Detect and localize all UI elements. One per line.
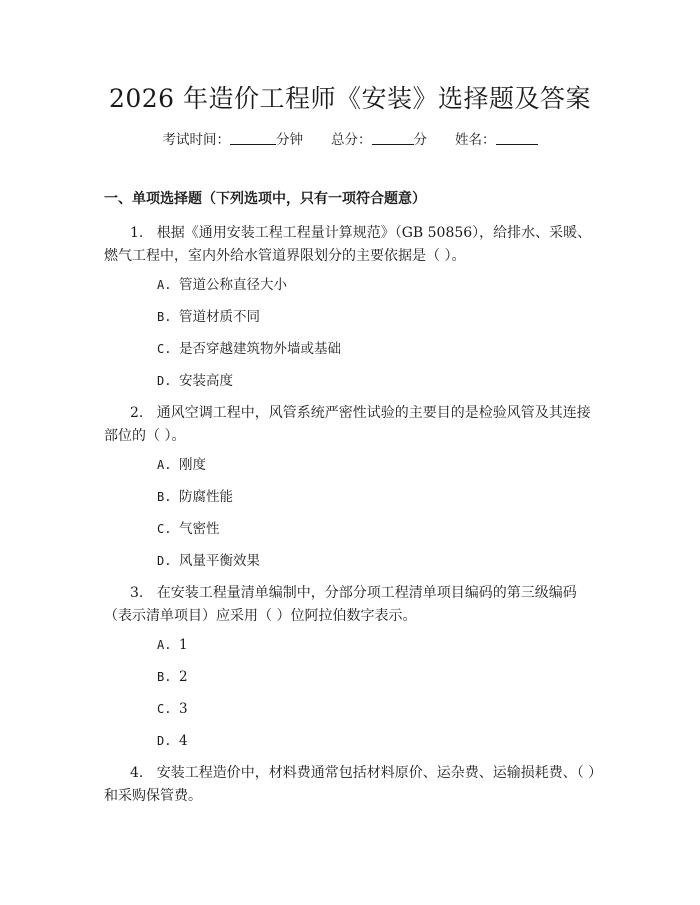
option-3b bbox=[157, 667, 188, 687]
option-text: 管道材质不同 bbox=[179, 309, 260, 325]
question-number: 1. bbox=[130, 225, 144, 241]
option-letter: D. bbox=[157, 554, 172, 568]
option-text: 安装高度 bbox=[179, 373, 233, 389]
exam-meta-line bbox=[0, 130, 700, 150]
option-3a bbox=[157, 635, 188, 655]
option-letter: B. bbox=[157, 490, 172, 504]
question-number: 3. bbox=[130, 585, 144, 601]
total-score-blank bbox=[372, 130, 414, 145]
exam-time-field bbox=[163, 130, 304, 150]
question-4 bbox=[104, 762, 604, 808]
option-text: 气密性 bbox=[179, 521, 220, 537]
question-text: 在安装工程量清单编制中，分部分项工程清单项目编码的第三级编码（表示清单项目）应采用（ ）位阿拉伯数字表示。 bbox=[104, 585, 577, 624]
option-2c bbox=[157, 519, 220, 539]
name-blank bbox=[496, 130, 538, 145]
total-score-field bbox=[331, 130, 427, 150]
option-text: 1 bbox=[179, 637, 188, 653]
option-letter: B. bbox=[157, 670, 172, 684]
option-letter: A. bbox=[157, 278, 172, 292]
question-2 bbox=[104, 402, 604, 448]
option-letter: C. bbox=[157, 342, 172, 356]
total-score-label: 总分： bbox=[331, 132, 372, 148]
question-text: 安装工程造价中，材料费通常包括材料原价、运杂费、运输损耗费、（ ）和采购保管费。 bbox=[104, 765, 603, 804]
exam-time-label: 考试时间： bbox=[162, 132, 230, 148]
option-1d bbox=[157, 371, 233, 391]
total-score-unit: 分 bbox=[413, 132, 427, 148]
name-field bbox=[455, 130, 538, 150]
name-label: 姓名： bbox=[455, 132, 496, 148]
question-1 bbox=[104, 222, 604, 268]
option-1a bbox=[157, 275, 287, 295]
option-letter: D. bbox=[157, 734, 172, 748]
option-2a bbox=[157, 455, 206, 475]
section-heading: 一、单项选择题（下列选项中，只有一项符合题意） bbox=[104, 191, 426, 207]
question-3 bbox=[104, 582, 604, 628]
document-title: 2026 年造价工程师《安装》选择题及答案 bbox=[108, 84, 592, 113]
option-text: 是否穿越建筑物外墙或基础 bbox=[179, 341, 341, 357]
option-2d bbox=[157, 551, 260, 571]
option-letter: A. bbox=[157, 638, 172, 652]
option-text: 风量平衡效果 bbox=[179, 553, 260, 569]
option-2b bbox=[157, 487, 233, 507]
option-letter: C. bbox=[157, 702, 172, 716]
question-text: 根据《通用安装工程工程量计算规范》（GB 50856），给排水、采暖、燃气工程中，室内外给水管道界限划分的主要依据是（ ）。 bbox=[104, 225, 592, 264]
question-number: 2. bbox=[130, 405, 144, 421]
option-3c bbox=[157, 699, 188, 719]
option-1c bbox=[157, 339, 341, 359]
option-letter: D. bbox=[157, 374, 172, 388]
option-1b bbox=[157, 307, 260, 327]
option-text: 2 bbox=[179, 669, 188, 685]
exam-time-blank bbox=[230, 130, 276, 145]
option-text: 刚度 bbox=[179, 457, 206, 473]
option-text: 管道公称直径大小 bbox=[179, 277, 287, 293]
option-text: 3 bbox=[179, 701, 188, 717]
option-letter: B. bbox=[157, 310, 172, 324]
exam-time-unit: 分钟 bbox=[276, 132, 303, 148]
question-text: 通风空调工程中，风管系统严密性试验的主要目的是检验风管及其连接部位的（ ）。 bbox=[104, 405, 591, 444]
option-letter: A. bbox=[157, 458, 172, 472]
option-text: 4 bbox=[179, 733, 188, 749]
question-number: 4. bbox=[130, 765, 144, 781]
option-text: 防腐性能 bbox=[179, 489, 233, 505]
option-letter: C. bbox=[157, 522, 172, 536]
option-3d bbox=[157, 731, 188, 751]
